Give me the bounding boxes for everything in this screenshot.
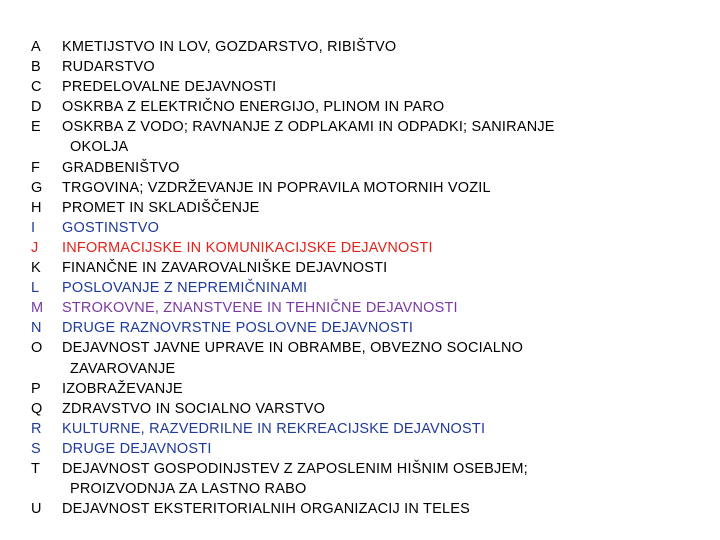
description-line-1: TRGOVINA; VZDRŽEVANJE IN POPRAVILA MOTORNIH VOZIL	[62, 179, 491, 196]
list-item	[31, 77, 711, 97]
list-item	[31, 278, 711, 298]
list-item	[31, 298, 711, 318]
description-line-1: IZOBRAŽEVANJE	[62, 380, 183, 397]
section-description	[62, 499, 711, 519]
list-item	[31, 459, 711, 499]
list-item	[31, 37, 711, 57]
activity-classification-list	[31, 37, 711, 519]
section-code: H	[31, 199, 42, 216]
section-description	[62, 298, 711, 318]
list-item	[31, 318, 711, 338]
section-code: T	[31, 460, 41, 477]
section-description	[62, 117, 711, 157]
section-code: J	[31, 239, 39, 256]
description-line-1: DEJAVNOST JAVNE UPRAVE IN OBRAMBE, OBVEZNO SOCIALNO	[62, 340, 524, 357]
section-description	[62, 338, 711, 378]
section-description	[62, 318, 711, 338]
description-line-1: RUDARSTVO	[62, 59, 155, 76]
list-item	[31, 338, 711, 378]
description-line-1: GOSTINSTVO	[62, 219, 160, 236]
section-code: P	[31, 380, 41, 397]
description-line-1: PROMET IN SKLADIŠČENJE	[62, 199, 260, 216]
section-description	[62, 459, 711, 499]
description-line-1: OSKRBA Z ELEKTRIČNO ENERGIJO, PLINOM IN PARO	[62, 99, 445, 116]
section-description	[62, 218, 711, 238]
section-description	[62, 379, 711, 399]
description-line-1: GRADBENIŠTVO	[62, 159, 180, 176]
list-item	[31, 499, 711, 519]
section-description	[62, 178, 711, 198]
list-item	[31, 57, 711, 77]
section-code: E	[31, 119, 41, 136]
description-line-1: STROKOVNE, ZNANSTVENE IN TEHNIČNE DEJAVNOSTI	[62, 300, 458, 317]
section-description	[62, 399, 711, 419]
section-description	[62, 97, 711, 117]
section-description	[62, 278, 711, 298]
description-line-1: DRUGE RAZNOVRSTNE POSLOVNE DEJAVNOSTI	[62, 320, 414, 337]
section-code: C	[31, 79, 42, 96]
list-item	[31, 117, 711, 157]
description-line-1: ZDRAVSTVO IN SOCIALNO VARSTVO	[62, 400, 326, 417]
list-item	[31, 238, 711, 258]
section-description	[62, 439, 711, 459]
list-item	[31, 258, 711, 278]
description-line-1: DEJAVNOST EKSTERITORIALNIH ORGANIZACIJ IN TELES	[62, 501, 470, 518]
section-code: R	[31, 420, 42, 437]
list-item	[31, 439, 711, 459]
section-code: K	[31, 260, 41, 277]
section-description	[62, 158, 711, 178]
description-line-1: PREDELOVALNE DEJAVNOSTI	[62, 79, 277, 96]
section-code: D	[31, 99, 42, 116]
list-item	[31, 158, 711, 178]
list-item	[31, 97, 711, 117]
section-description	[62, 198, 711, 218]
section-code: A	[31, 39, 41, 55]
description-line-2: ZAVAROVANJE	[70, 360, 176, 377]
section-code: Q	[31, 400, 43, 417]
description-line-1: KULTURNE, RAZVEDRILNE IN REKREACIJSKE DEJAVNOSTI	[62, 420, 486, 437]
section-description	[62, 77, 711, 97]
description-line-1: INFORMACIJSKE IN KOMUNIKACIJSKE DEJAVNOSTI	[62, 239, 433, 256]
list-item	[31, 198, 711, 218]
description-line-1: OSKRBA Z VODO; RAVNANJE Z ODPLAKAMI IN ODPADKI; SANIRANJE	[62, 119, 555, 136]
section-code: U	[31, 501, 42, 518]
section-description	[62, 258, 711, 278]
section-description	[62, 238, 711, 258]
list-item	[31, 399, 711, 419]
description-line-1: POSLOVANJE Z NEPREMIČNINAMI	[62, 280, 308, 297]
section-description	[62, 37, 711, 57]
section-code: N	[31, 320, 42, 337]
description-line-2: PROIZVODNJA ZA LASTNO RABO	[70, 481, 307, 498]
section-code: G	[31, 179, 43, 196]
description-line-1: DRUGE DEJAVNOSTI	[62, 440, 212, 457]
description-line-1: DEJAVNOST GOSPODINJSTEV Z ZAPOSLENIM HIŠNIM OSEBJEM;	[62, 460, 528, 477]
description-line-1: KMETIJSTVO IN LOV, GOZDARSTVO, RIBIŠTVO	[62, 39, 397, 55]
section-code: S	[31, 440, 41, 457]
description-line-1: FINANČNE IN ZAVAROVALNIŠKE DEJAVNOSTI	[62, 260, 388, 277]
list-item	[31, 178, 711, 198]
section-description	[62, 419, 711, 439]
section-code: F	[31, 159, 41, 176]
section-description	[62, 57, 711, 77]
section-code: M	[31, 300, 44, 317]
list-item	[31, 379, 711, 399]
section-code: O	[31, 340, 43, 357]
section-code: L	[31, 280, 40, 297]
section-code: B	[31, 59, 41, 76]
list-item	[31, 218, 711, 238]
list-item	[31, 419, 711, 439]
section-code: I	[31, 219, 36, 236]
description-line-2: OKOLJA	[70, 139, 129, 156]
